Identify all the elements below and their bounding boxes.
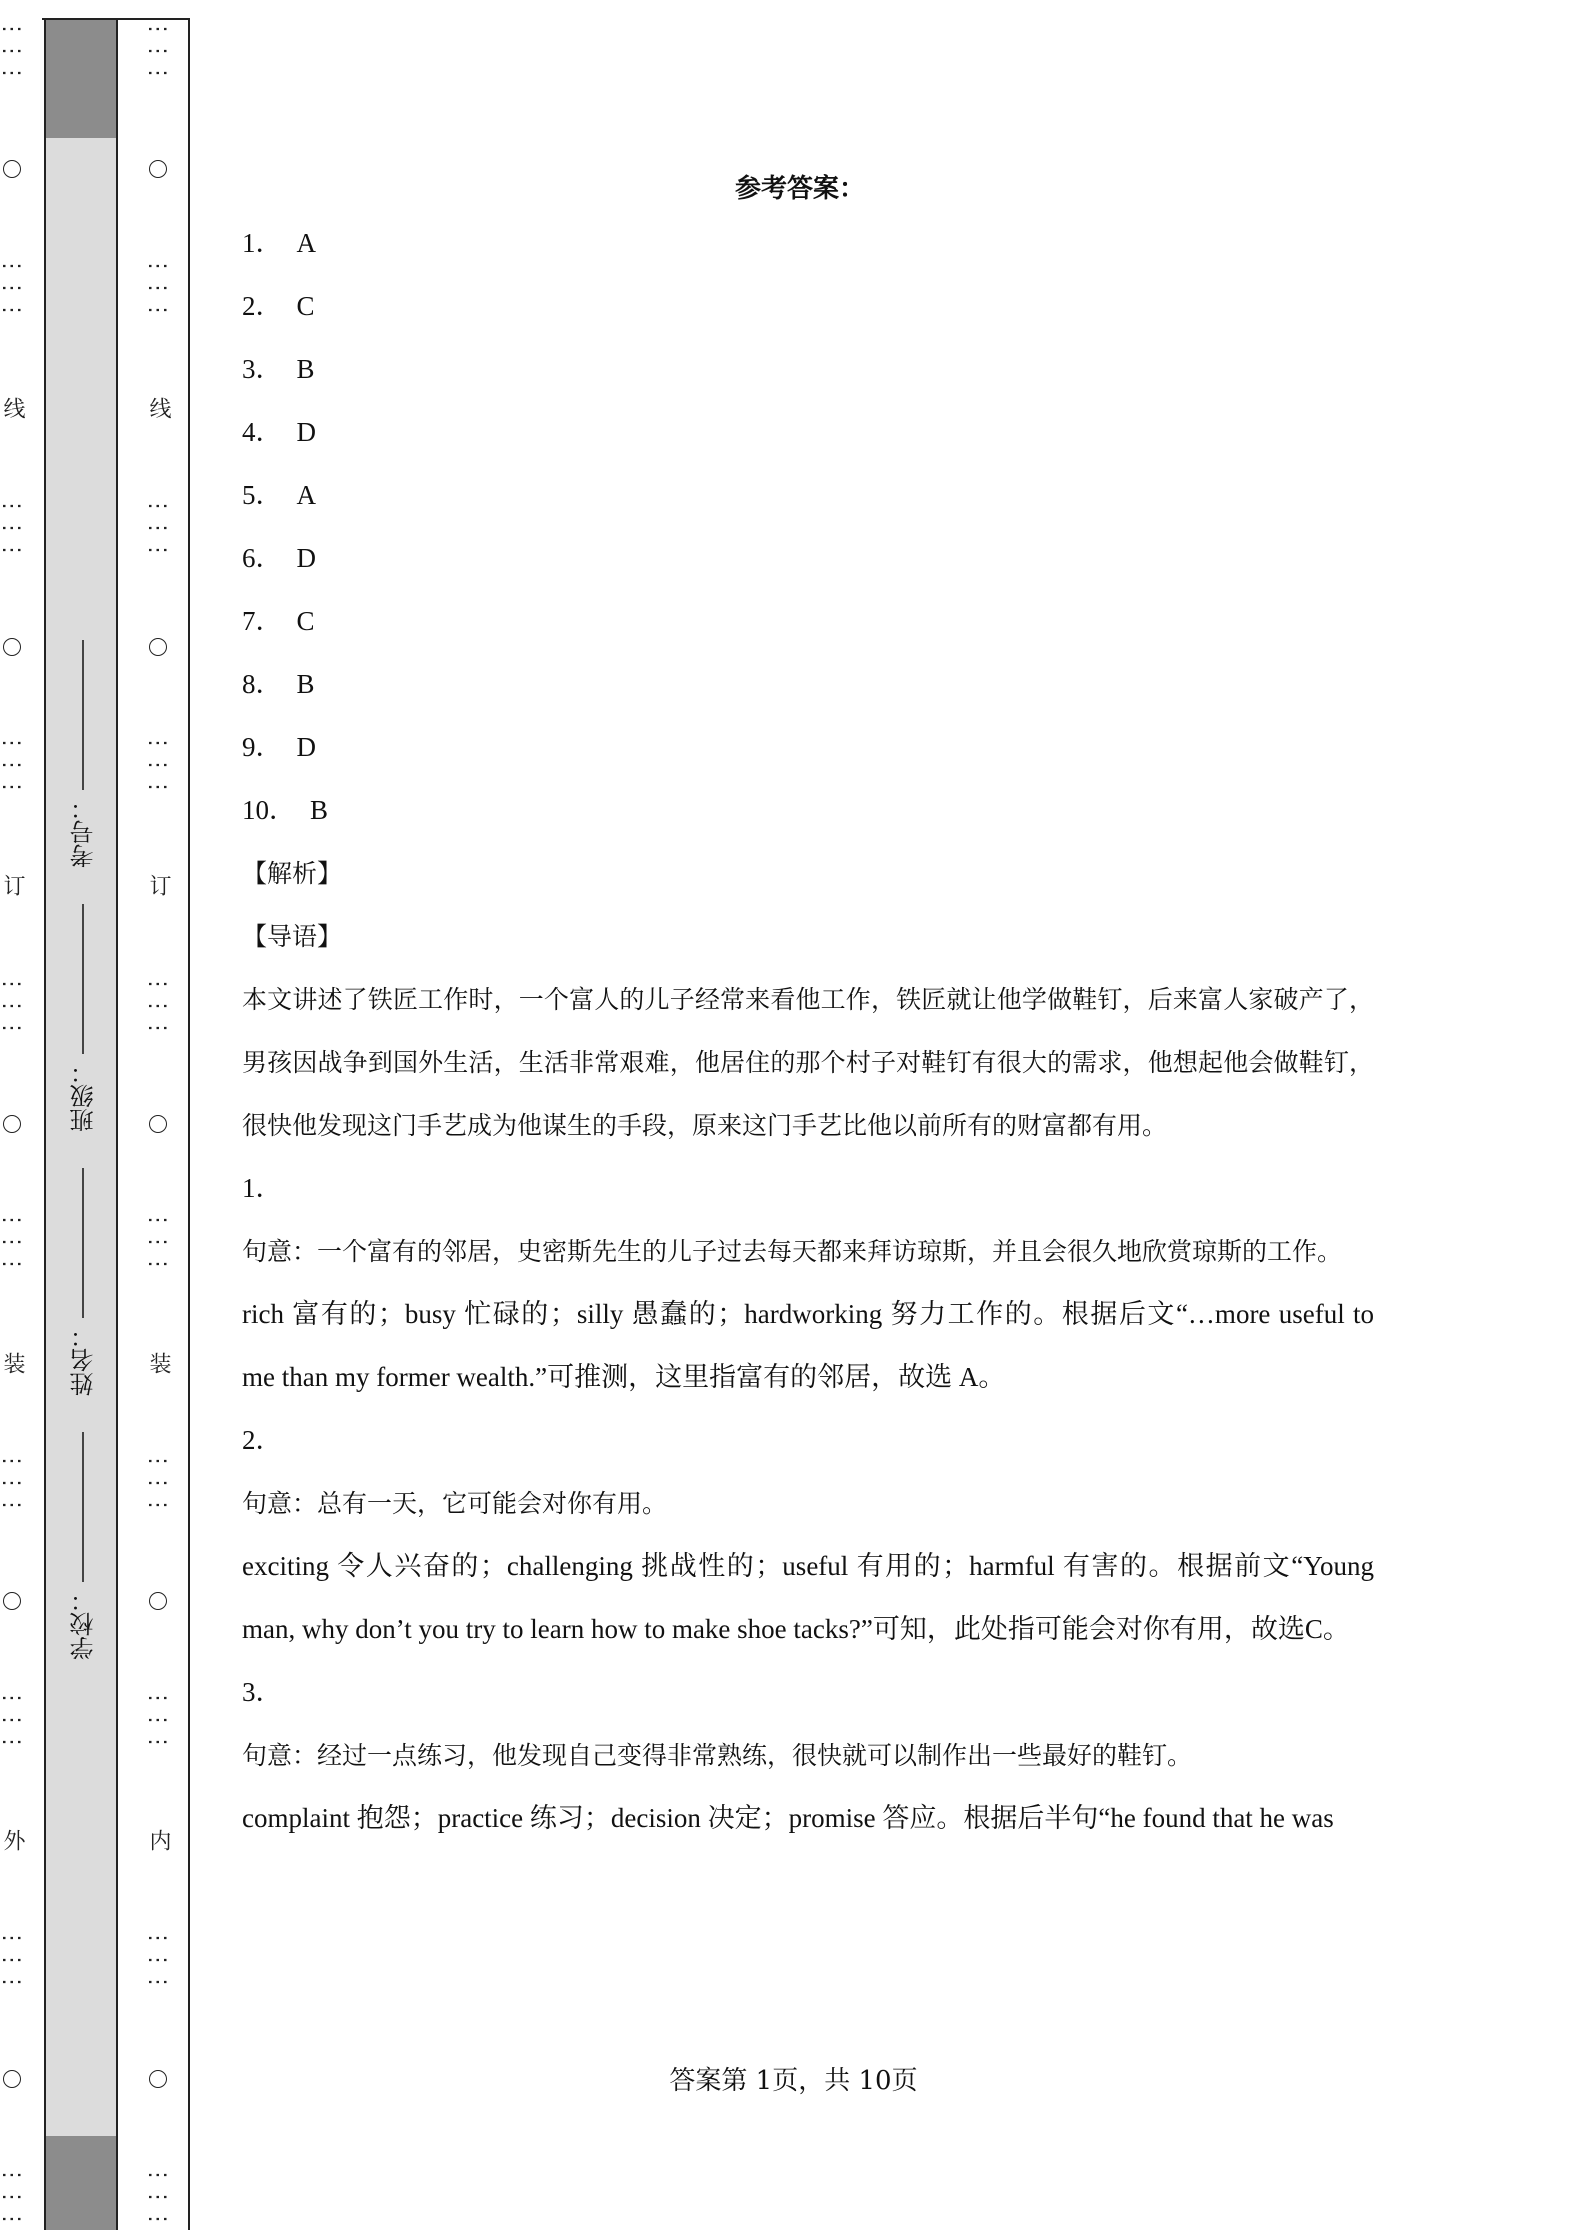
- answer-number: 2．: [242, 291, 283, 321]
- circle-icon: [149, 1592, 167, 1610]
- answer-letter: A: [296, 228, 316, 258]
- inner-seal-char: 装: [146, 1351, 171, 1374]
- question-number: 1．: [242, 1173, 283, 1203]
- answer-number: 9．: [242, 732, 283, 762]
- guide-text: 本文讲述了铁匠工作时，一个富人的儿子经常来看他工作，铁匠就让他学做鞋钉，后来富人家破产了，男孩因战争到国外生活，生活非常艰难，他居住的那个村子对鞋钉有很大的需求，他想起他会做鞋钉，很快他发现这门手艺成为他谋生的手段，原来这门手艺比他以前所有的财富都有用。: [242, 985, 1374, 1140]
- answer-letter: A: [296, 480, 316, 510]
- answer-item: [242, 212, 1374, 275]
- outer-seal-char: 外: [0, 1828, 25, 1851]
- inner-seal-char: 订: [146, 874, 171, 897]
- circle-icon: [3, 1592, 21, 1610]
- answer-number: 8．: [242, 669, 283, 699]
- answer-number: 10．: [242, 795, 296, 825]
- exam-number-label: 考号：: [69, 796, 98, 868]
- answer-letter: C: [296, 291, 315, 321]
- answer-letter: D: [296, 417, 316, 447]
- class-underline: [82, 904, 84, 1054]
- answer-item: [242, 716, 1374, 779]
- school-underline: [82, 1432, 84, 1582]
- circle-icon: [149, 1115, 167, 1133]
- answer-item: [242, 590, 1374, 653]
- answer-letter: D: [296, 543, 316, 573]
- option-explanation: exciting 令人兴奋的；challenging 挑战性的；useful 有用的；harmful 有害的。根据前文“Young man, why don’t you try to learn how to make shoe tacks?”可知，此处指可能会对你有用，故选C。: [242, 1551, 1374, 1644]
- answer-item: [242, 464, 1374, 527]
- circle-icon: [149, 160, 167, 178]
- circle-icon: [3, 1115, 21, 1133]
- exam-number-field[interactable]: [66, 640, 101, 868]
- answer-item: [242, 653, 1374, 716]
- answer-number: 7．: [242, 606, 283, 636]
- page-title: 参考答案：: [734, 174, 865, 204]
- analysis-heading: 【解析】: [242, 859, 343, 888]
- answer-item: [242, 527, 1374, 590]
- question-number: 2．: [242, 1425, 283, 1455]
- outer-seal-char: 订: [0, 874, 25, 897]
- answer-number: 3．: [242, 354, 283, 384]
- student-info-fields: [48, 640, 118, 1660]
- question-number: 3．: [242, 1677, 283, 1707]
- answer-letter: D: [296, 732, 316, 762]
- answer-item: [242, 779, 1374, 842]
- class-field[interactable]: [66, 904, 101, 1132]
- answer-letter: B: [296, 354, 315, 384]
- outer-seal-char: 装: [0, 1351, 25, 1374]
- school-label: 学校：: [69, 1588, 98, 1660]
- outer-seal-char: 线: [0, 396, 25, 419]
- class-label: 班级：: [69, 1060, 98, 1132]
- circle-icon: [149, 638, 167, 656]
- binding-frame-right: [188, 18, 190, 2230]
- answer-item: [242, 338, 1374, 401]
- inner-seal-char: 内: [146, 1828, 171, 1851]
- sentence-meaning: 句意：总有一天，它可能会对你有用。: [242, 1489, 668, 1518]
- answer-letter: B: [296, 669, 315, 699]
- answer-item: [242, 401, 1374, 464]
- circle-icon: [3, 160, 21, 178]
- answer-letter: C: [296, 606, 315, 636]
- exam-number-underline: [82, 640, 84, 790]
- guide-heading: 【导语】: [242, 922, 343, 951]
- name-field[interactable]: [66, 1168, 101, 1396]
- answer-number: 5．: [242, 480, 283, 510]
- answer-content: [242, 212, 1374, 1850]
- name-underline: [82, 1168, 84, 1318]
- answer-item: [242, 275, 1374, 338]
- binding-strip-top: [44, 20, 118, 138]
- answer-number: 4．: [242, 417, 283, 447]
- answer-number: 6．: [242, 543, 283, 573]
- answer-number: 1．: [242, 228, 283, 258]
- binding-strip-bottom: [44, 2136, 118, 2230]
- inner-seal-line: ⋮⋮⋮ ⋮⋮⋮ 线 ⋮⋮⋮ ⋮⋮⋮ 订 ⋮⋮⋮ ⋮⋮⋮ 装 ⋮⋮⋮ ⋮⋮⋮ 内 ⋮⋮⋮ ⋮⋮⋮: [146, 18, 171, 2230]
- option-explanation: rich 富有的；busy 忙碌的；silly 愚蠢的；hardworking 努力工作的。根据后文“…more useful to me than my former wealth.”可推测，这里指富有的邻居，故选 A。: [242, 1299, 1374, 1392]
- sentence-meaning: 句意：经过一点练习，他发现自己变得非常熟练，很快就可以制作出一些最好的鞋钉。: [242, 1741, 1193, 1770]
- circle-icon: [3, 638, 21, 656]
- inner-seal-char: 线: [146, 396, 171, 419]
- sentence-meaning: 句意：一个富有的邻居，史密斯先生的儿子过去每天都来拜访琼斯，并且会很久地欣赏琼斯的工作。: [242, 1237, 1343, 1266]
- option-explanation: complaint 抱怨；practice 练习；decision 决定；promise 答应。根据后半句“he found that he was: [242, 1803, 1334, 1833]
- name-label: 姓名：: [69, 1324, 98, 1396]
- page-footer: 答案第 1页，共 10页: [669, 2066, 918, 2096]
- answer-letter: B: [310, 795, 329, 825]
- binding-margin: [0, 0, 190, 2230]
- outer-seal-line: ⋮⋮⋮ ⋮⋮⋮ 线 ⋮⋮⋮ ⋮⋮⋮ 订 ⋮⋮⋮ ⋮⋮⋮ 装 ⋮⋮⋮ ⋮⋮⋮ 外 ⋮⋮⋮ ⋮⋮⋮: [0, 18, 25, 2230]
- school-field[interactable]: [66, 1432, 101, 1660]
